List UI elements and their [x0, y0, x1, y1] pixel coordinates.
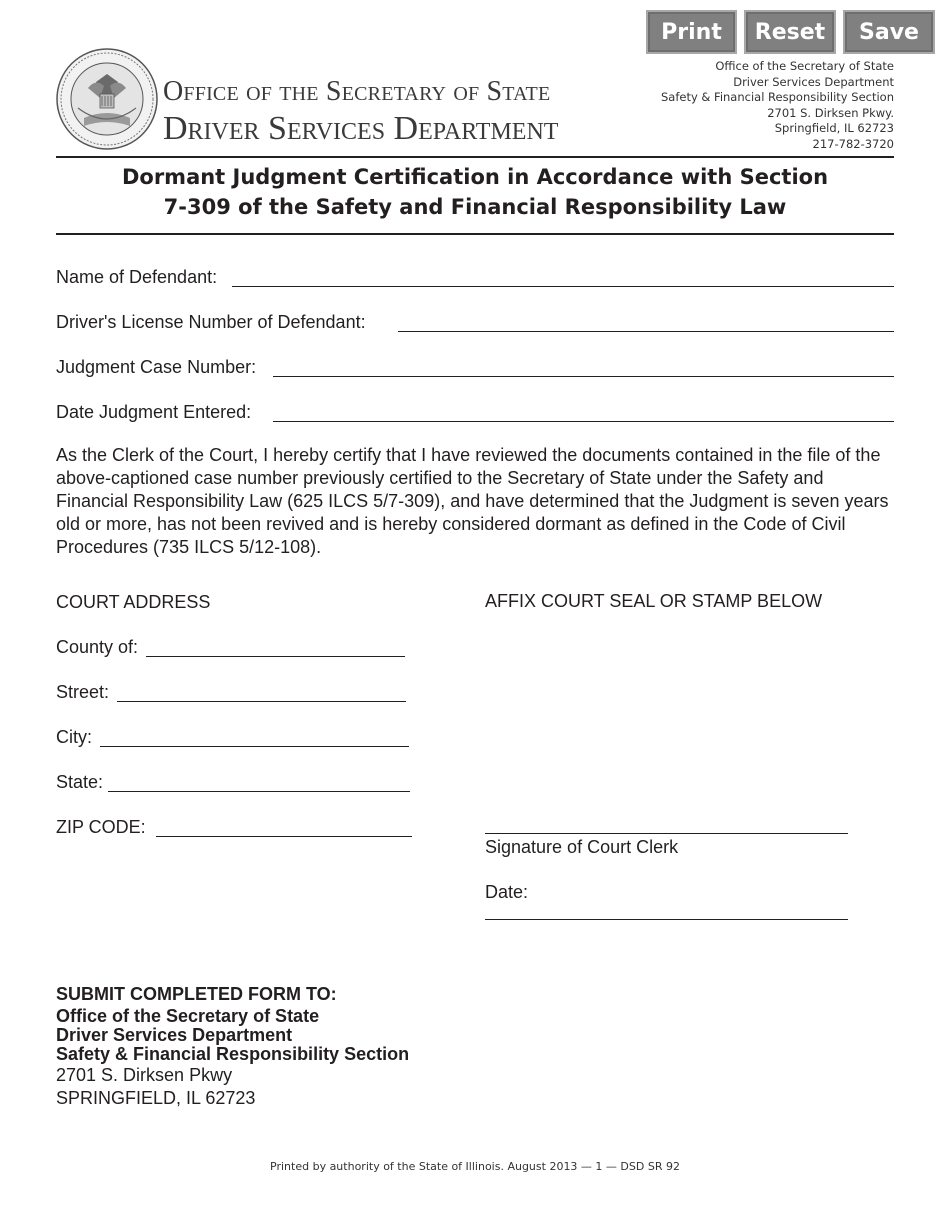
address-line: 2701 S. Dirksen Pkwy. — [767, 105, 894, 120]
title-divider — [56, 233, 894, 235]
address-line: Office of the Secretary of State — [715, 59, 894, 73]
defendant-name-label: Name of Defendant: — [56, 267, 218, 287]
zip-code-label: ZIP CODE: — [56, 817, 146, 837]
submit-address-line: Safety & Financial Responsibility Section — [56, 1044, 410, 1064]
submit-heading: SUBMIT COMPLETED FORM TO: — [56, 984, 337, 1004]
seal-stamp-area[interactable] — [485, 620, 865, 820]
form-title-line2: 7-309 of the Safety and Financial Responsibility Law — [163, 195, 787, 219]
submit-address-line: 2701 S. Dirksen Pkwy — [56, 1065, 233, 1085]
case-number-label: Judgment Case Number: — [56, 357, 257, 377]
form-title — [56, 162, 894, 222]
street-label: Street: — [56, 682, 110, 702]
office-title: Office of the Secretary of State — [163, 76, 551, 107]
submit-address-line: Driver Services Department — [56, 1025, 293, 1045]
header-address — [661, 59, 894, 152]
address-line: Safety & Financial Responsibility Section — [660, 90, 894, 104]
save-button[interactable]: Save — [843, 10, 935, 54]
signature-field[interactable] — [485, 833, 848, 834]
zip-code-field[interactable] — [156, 836, 412, 837]
defendant-name-field[interactable] — [232, 286, 894, 287]
state-seal-icon — [56, 48, 158, 150]
signature-label: Signature of Court Clerk — [485, 837, 679, 857]
date-entered-field[interactable] — [273, 421, 894, 422]
date-entered-label: Date Judgment Entered: — [56, 402, 252, 422]
case-number-field[interactable] — [273, 376, 894, 377]
phone-number: 217-782-3720 — [812, 136, 894, 151]
state-label: State: — [56, 772, 104, 792]
address-line: Driver Services Department — [733, 74, 894, 89]
reset-button[interactable]: Reset — [744, 10, 836, 54]
street-field[interactable] — [117, 701, 406, 702]
date-field[interactable] — [485, 919, 848, 920]
department-title: Driver Services Department — [163, 110, 559, 147]
city-label: City: — [56, 727, 92, 747]
form-title-line1: Dormant Judgment Certification in Accordance with Section — [121, 165, 829, 189]
city-field[interactable] — [100, 746, 409, 747]
header-divider — [56, 156, 894, 158]
state-field[interactable] — [108, 791, 410, 792]
license-number-label: Driver's License Number of Defendant: — [56, 312, 366, 332]
date-label: Date: — [485, 882, 529, 902]
address-line: Springfield, IL 62723 — [774, 121, 894, 135]
submit-address-line: Office of the Secretary of State — [56, 1006, 320, 1026]
seal-stamp-heading: AFFIX COURT SEAL OR STAMP BELOW — [485, 591, 823, 611]
county-label: County of: — [56, 637, 139, 657]
submit-address-line: SPRINGFIELD, IL 62723 — [56, 1088, 256, 1108]
court-address-heading: COURT ADDRESS — [56, 592, 211, 612]
footer-text: Printed by authority of the State of Illinois. August 2013 — 1 — DSD SR 92 — [270, 1160, 680, 1173]
print-button[interactable]: Print — [646, 10, 737, 54]
certification-text: As the Clerk of the Court, I hereby certify that I have reviewed the documents contained in the file of the above-captioned case number previously certified to the Secretary of State under the Safety and Financial Responsibility Law (625 ILCS 5/7-309), and have determined that the Judgment is seven years old or more, has not been revived and is hereby considered dormant as defined in the Code of Civil Procedures (735 ILCS 5/12-108). — [56, 445, 889, 557]
license-number-field[interactable] — [398, 331, 894, 332]
county-field[interactable] — [146, 656, 405, 657]
